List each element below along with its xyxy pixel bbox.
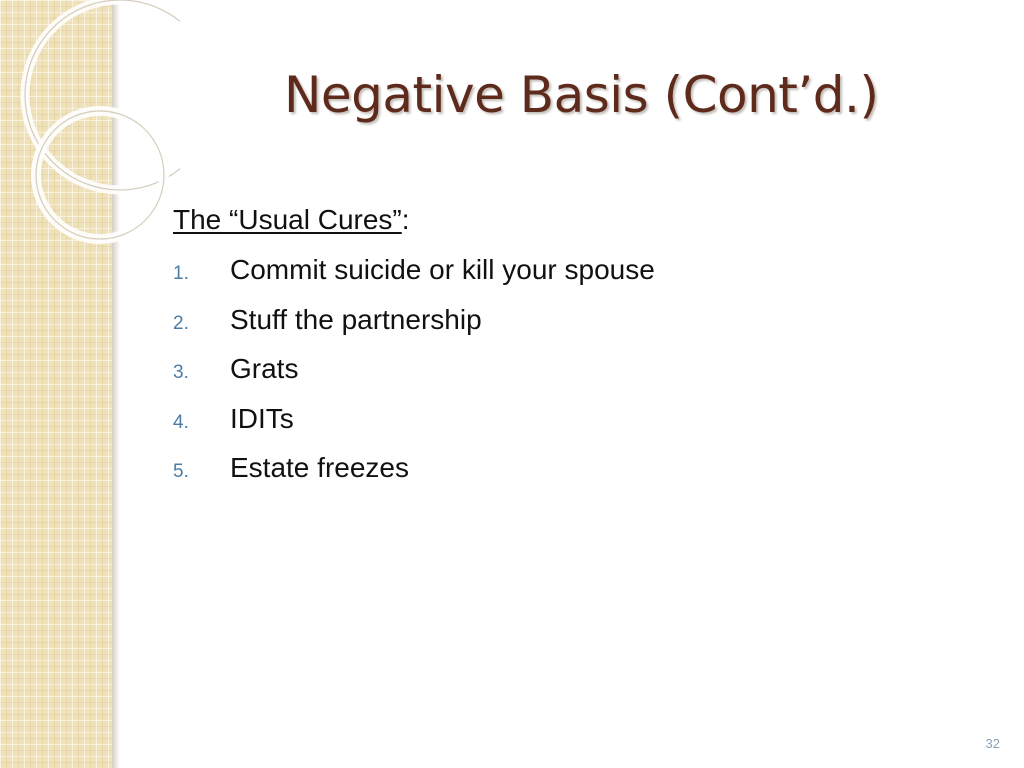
list-item	[173, 304, 655, 354]
slide-title: Negative Basis (Cont’d.)	[284, 66, 879, 124]
list-item-text: Stuff the partnership	[230, 303, 482, 335]
list-item	[173, 403, 655, 453]
decorative-ring-small	[36, 111, 164, 239]
list-item-number: 3.	[173, 362, 189, 383]
list-item-text: Commit suicide or kill your spouse	[230, 254, 655, 285]
list-item-number: 5.	[173, 461, 189, 482]
decorative-ring-large	[25, 0, 180, 190]
intro-heading: The “Usual Cures”	[173, 204, 402, 235]
decorative-circles	[0, 0, 180, 260]
list-item-number: 4.	[173, 411, 189, 433]
list-item	[173, 452, 655, 502]
list-item-number: 2.	[173, 312, 189, 334]
list-item-number: 1.	[173, 263, 189, 284]
list-item-text: Estate freezes	[230, 452, 409, 483]
cures-list	[173, 254, 655, 502]
list-item-text: IDITs	[230, 402, 294, 434]
list-item-text: Grats	[230, 353, 299, 384]
list-item	[173, 254, 655, 304]
list-item	[173, 353, 655, 403]
intro-colon: :	[401, 204, 410, 235]
intro-line	[173, 204, 410, 236]
page-number: 32	[985, 736, 1000, 751]
